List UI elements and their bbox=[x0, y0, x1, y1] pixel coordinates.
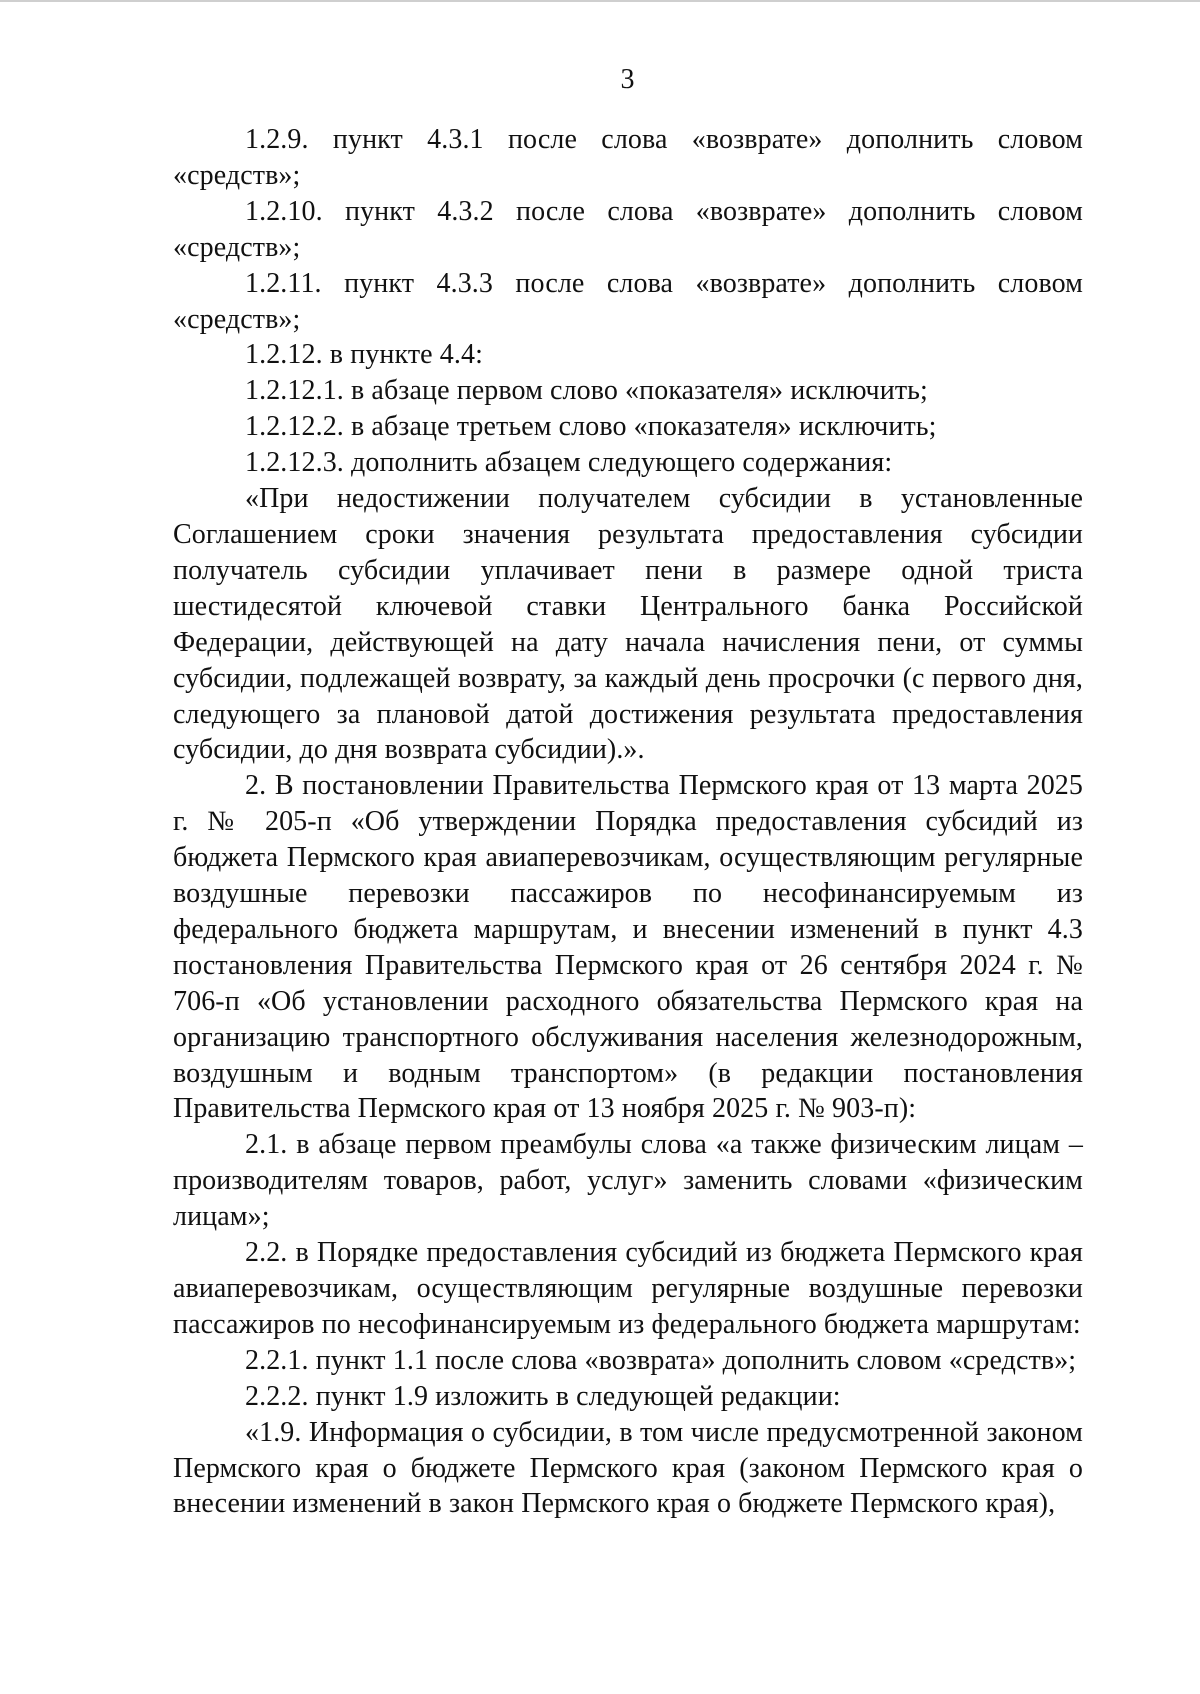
paragraph-1-9-quoted: «1.9. Информация о субсидии, в том числе предусмотренной законом Пермского края о бюджете Пермского края (законом Пермского края о внесении изменений в закон Пермского края о бюджете Пермского края), bbox=[173, 1416, 1083, 1520]
paragraph-1-2-12: 1.2.12. в пункте 4.4: bbox=[245, 339, 483, 371]
paragraph-1-2-9: 1.2.9. пункт 4.3.1 после слова «возврате» дополнить словом «средств»; bbox=[173, 124, 1083, 191]
paragraph-quoted-penalty: «При недостижении получателем субсидии в установленные Соглашением сроки значения результата предоставления субсидии получатель субсидии уплачивает пени в размере одной триста шестидесятой ключевой ставки Центрального банка Российской Федерации, действующей на дату начала начисления пени, от суммы субсидии, подлежащей возврату, за каждый день просрочки (с первого дня, следующего за плановой датой достижения результата предоставления субсидии, до дня возврата субсидии).». bbox=[173, 483, 1083, 766]
document-body bbox=[173, 122, 1083, 1522]
paragraph-1-2-12-2: 1.2.12.2. в абзаце третьем слово «показателя» исключить; bbox=[245, 411, 937, 443]
paragraph-2: 2. В постановлении Правительства Пермского края от 13 марта 2025 г. № 205-п «Об утверждении Порядка предоставления субсидий из бюджета Пермского края авиаперевозчикам, осуществляющим регулярные воздушные перевозки пассажиров по несофинансируемым из федерального бюджета маршрутам, и внесении изменений в пункт 4.3 постановления Правительства Пермского края от 26 сентября 2024 г. № 706-п «Об установлении расходного обязательства Пермского края на организацию транспортного обслуживания населения железнодорожным, воздушным и водным транспортом» (в редакции постановления Правительства Пермского края от 13 ноября 2025 г. № 903-п): bbox=[173, 770, 1083, 1125]
paragraph-2-1: 2.1. в абзаце первом преамбулы слова «а также физическим лицам – производителям товаров, работ, услуг» заменить словами «физическим лицам»; bbox=[173, 1129, 1083, 1233]
paragraph-1-2-12-1: 1.2.12.1. в абзаце первом слово «показателя» исключить; bbox=[245, 375, 928, 407]
paragraph-2-2-2: 2.2.2. пункт 1.9 изложить в следующей редакции: bbox=[245, 1380, 841, 1412]
paragraph-1-2-12-3: 1.2.12.3. дополнить абзацем следующего содержания: bbox=[245, 447, 893, 479]
paragraph-2-2-1: 2.2.1. пункт 1.1 после слова «возврата» дополнить словом «средств»; bbox=[245, 1344, 1077, 1376]
paragraph-1-2-10: 1.2.10. пункт 4.3.2 после слова «возврате» дополнить словом «средств»; bbox=[173, 195, 1083, 263]
paragraph-2-2: 2.2. в Порядке предоставления субсидий из бюджета Пермского края авиаперевозчикам, осуществляющим регулярные воздушные перевозки пассажиров по несофинансируемым из федерального бюджета маршрутам: bbox=[173, 1237, 1083, 1340]
page-number: 3 bbox=[620, 64, 635, 95]
paragraph-1-2-11: 1.2.11. пункт 4.3.3 после слова «возврате» дополнить словом «средств»; bbox=[173, 267, 1083, 335]
scan-edge-line bbox=[0, 0, 1200, 2]
